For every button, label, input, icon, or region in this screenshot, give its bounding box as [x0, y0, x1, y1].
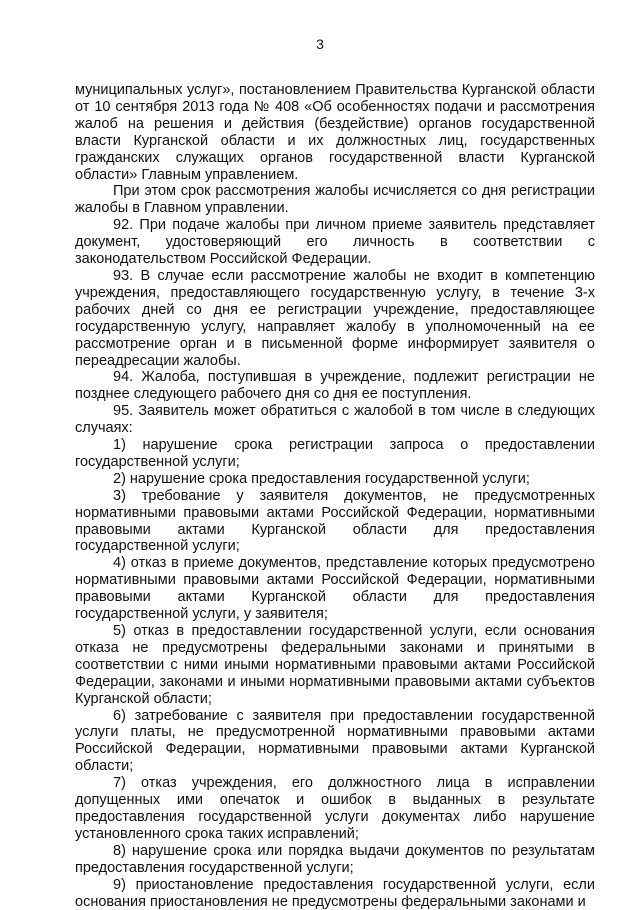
paragraph-continuation: муниципальных услуг», постановлением Правительства Курганской области от 10 сентября 2013 года № 408 «Об особенностях подачи и рассмотрения жалоб на решения и действия (бездействие) органов государственной власти Курганской области и их должностных лиц, государственных гражданских служащих органов государственной власти Курганской области» Главным управлением.: [75, 82, 595, 183]
paragraph-92: 92. При подаче жалобы при личном приеме заявитель представляет документ, удостоверяющий его личность в соответствии с законодательством Российской Федерации.: [75, 217, 595, 268]
paragraph-95: 95. Заявитель может обратиться с жалобой в том числе в следующих случаях:: [75, 403, 595, 437]
paragraph-complaint-term: При этом срок рассмотрения жалобы исчисляется со дня регистрации жалобы в Главном управлении.: [75, 183, 595, 217]
list-item-6: 6) затребование с заявителя при предоставлении государственной услуги платы, не предусмотренной нормативными правовыми актами Российской Федерации, нормативными правовыми актами Курганской области;: [75, 707, 595, 775]
paragraph-93: 93. В случае если рассмотрение жалобы не входит в компетенцию учреждения, предоставляющего государственную услугу, в течение 3-х рабочих дней со дня ее регистрации учреждение, предоставляющее государственную услугу, направляет жалобу в уполномоченный на ее рассмотрение орган и в письменной форме информирует заявителя о переадресации жалобы.: [75, 267, 595, 369]
document-body: [75, 82, 595, 910]
paragraph-94: 94. Жалоба, поступившая в учреждение, подлежит регистрации не позднее следующего рабочего дня со дня ее поступления.: [75, 369, 595, 403]
list-item-9: 9) приостановление предоставления государственной услуги, если основания приостановления не предусмотрены федеральными законами и: [75, 876, 595, 910]
list-item-2: 2) нарушение срока предоставления государственной услуги;: [113, 470, 530, 487]
list-item-8: 8) нарушение срока или порядка выдачи документов по результатам предоставления государственной услуги;: [75, 842, 595, 876]
list-item-1: 1) нарушение срока регистрации запроса о предоставлении государственной услуги;: [75, 437, 595, 470]
list-item-7: 7) отказ учреждения, его должностного лица в исправлении допущенных ими опечаток и ошибок в выданных в результате предоставления государственной услуги документах либо нарушение установленного срока таких исправлений;: [75, 775, 595, 842]
list-item-5: 5) отказ в предоставлении государственной услуги, если основания отказа не предусмотрены федеральными законами и принятыми в соответствии с ними иными нормативными правовыми актами Российской Федерации, законами и иными нормативными правовыми актами субъектов Курганской области;: [75, 623, 595, 707]
page-number: 3: [316, 36, 324, 52]
list-item-4: 4) отказ в приеме документов, представление которых предусмотрено нормативными правовыми актами Российской Федерации, нормативными правовыми актами Курганской области для предоставления государственной услуги, у заявителя;: [75, 555, 595, 623]
list-item-3: 3) требование у заявителя документов, не предусмотренных нормативными правовыми актами Российской Федерации, нормативными правовыми актами Курганской области для предоставления государственной услуги;: [75, 487, 595, 555]
